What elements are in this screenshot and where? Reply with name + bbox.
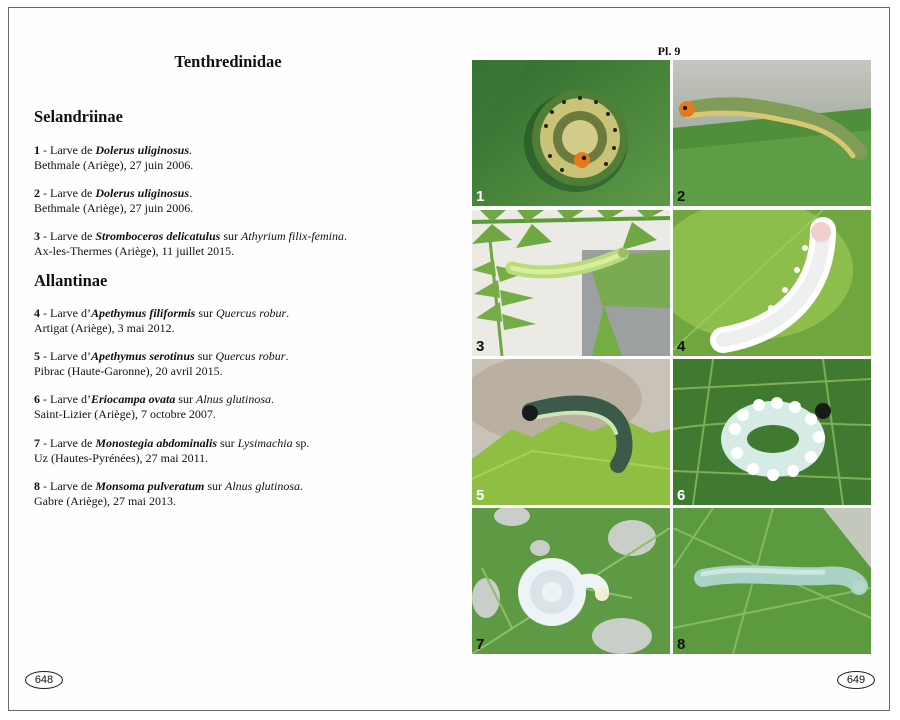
- entry-text: - Larve de: [40, 436, 96, 450]
- host-plant: Alnus glutinosa: [195, 392, 271, 406]
- host-plant: Athyrium filix-femina: [241, 229, 344, 243]
- entry-number: 3: [34, 229, 40, 243]
- photo-1-dolerus-coiled-larva: [472, 60, 670, 206]
- entry-text: sur: [195, 306, 216, 320]
- species-name: Eriocampa ovata: [90, 392, 176, 406]
- entry-locality: Bethmale (Ariège), 27 juin 2006.: [34, 201, 194, 215]
- entry-text: - Larve de: [40, 186, 96, 200]
- entry-8: [34, 479, 414, 509]
- entry-text: sur: [217, 436, 238, 450]
- entry-text: - Larve d’: [40, 306, 91, 320]
- host-plant: Quercus robur: [216, 306, 287, 320]
- entry-number: 5: [34, 349, 40, 363]
- left-page: [8, 7, 448, 711]
- species-name: Stromboceros delicatulus: [95, 229, 221, 243]
- entry-text: .: [189, 143, 193, 157]
- entry-1: [34, 143, 414, 173]
- photo-2-dolerus-larva: [673, 60, 871, 206]
- entry-text: sur: [194, 349, 216, 363]
- entry-number: 8: [34, 479, 40, 493]
- species-name: Dolerus uliginosus: [95, 143, 190, 157]
- photo-6-eriocampa-ovata-larva: [673, 359, 871, 505]
- species-name: Monsoma pulveratum: [95, 479, 205, 493]
- subfamily-heading-selandriinae: Selandriinae: [34, 107, 123, 126]
- species-name: Monostegia abdominalis: [95, 436, 217, 450]
- entry-text: - Larve de: [40, 479, 96, 493]
- entry-text: - Larve de: [40, 229, 96, 243]
- page-number-left: 648: [25, 671, 63, 689]
- entry-5: [34, 349, 414, 379]
- entry-number: 2: [34, 186, 40, 200]
- entry-text: .: [271, 392, 274, 406]
- subfamily-heading-allantinae: Allantinae: [34, 271, 108, 290]
- family-title: Tenthredinidae: [174, 52, 282, 71]
- photo-number: 5: [476, 487, 485, 504]
- entry-locality: Artigat (Ariège), 3 mai 2012.: [34, 321, 175, 335]
- photo-number: 2: [677, 188, 686, 205]
- entry-number: 1: [34, 143, 40, 157]
- entry-number: 6: [34, 392, 40, 406]
- photo-number: 6: [677, 487, 686, 504]
- photo-3-stromboceros-larva: [472, 210, 670, 356]
- entry-text: sur: [220, 229, 241, 243]
- entry-locality: Gabre (Ariège), 27 mai 2013.: [34, 494, 176, 508]
- photo-4-apethymus-filiformis-larva: [673, 210, 871, 356]
- entry-text: sur: [175, 392, 196, 406]
- entry-locality: Bethmale (Ariège), 27 juin 2006.: [34, 158, 194, 172]
- entry-locality: Pibrac (Haute-Garonne), 20 avril 2015.: [34, 364, 223, 378]
- photo-8-monsoma-pulveratum-larva: [673, 508, 871, 654]
- host-plant: Lysimachia: [237, 436, 293, 450]
- species-name: Dolerus uliginosus: [95, 186, 190, 200]
- species-name: Apethymus filiformis: [90, 306, 196, 320]
- entry-locality: Saint-Lizier (Ariège), 7 octobre 2007.: [34, 407, 216, 421]
- host-plant: Quercus robur: [215, 349, 286, 363]
- plate-label: Pl. 9: [657, 44, 681, 58]
- photo-number: 8: [677, 636, 686, 653]
- page-number-right: 649: [837, 671, 875, 689]
- entry-text: - Larve d’: [40, 349, 91, 363]
- entry-text: sp.: [292, 436, 310, 450]
- entry-text: - Larve de: [40, 143, 96, 157]
- photo-number: 1: [476, 188, 485, 205]
- entry-7: [34, 436, 414, 466]
- entry-text: sur: [204, 479, 226, 493]
- entry-3: [34, 229, 414, 259]
- entry-6: [34, 392, 414, 422]
- entry-locality: Uz (Hautes-Pyrénées), 27 mai 2011.: [34, 451, 209, 465]
- entry-text: .: [189, 186, 193, 200]
- photo-number: 4: [677, 338, 686, 355]
- entry-text: .: [300, 479, 304, 493]
- entry-text: - Larve d’: [40, 392, 91, 406]
- species-name: Apethymus serotinus: [90, 349, 195, 363]
- host-plant: Alnus glutinosa: [225, 479, 301, 493]
- entry-text: .: [343, 229, 347, 243]
- entry-4: [34, 306, 414, 336]
- entry-number: 4: [34, 306, 40, 320]
- photo-5-apethymus-serotinus-larva: [472, 359, 670, 505]
- photo-number: 7: [476, 636, 485, 653]
- entry-number: 7: [34, 436, 40, 450]
- entry-text: .: [285, 349, 289, 363]
- entry-text: .: [286, 306, 290, 320]
- entry-2: [34, 186, 414, 216]
- photo-7-monostegia-abdominalis-larva: [472, 508, 670, 654]
- photo-number: 3: [476, 338, 485, 355]
- right-page: [448, 7, 890, 711]
- entry-locality: Ax-les-Thermes (Ariège), 11 juillet 2015.: [34, 244, 235, 258]
